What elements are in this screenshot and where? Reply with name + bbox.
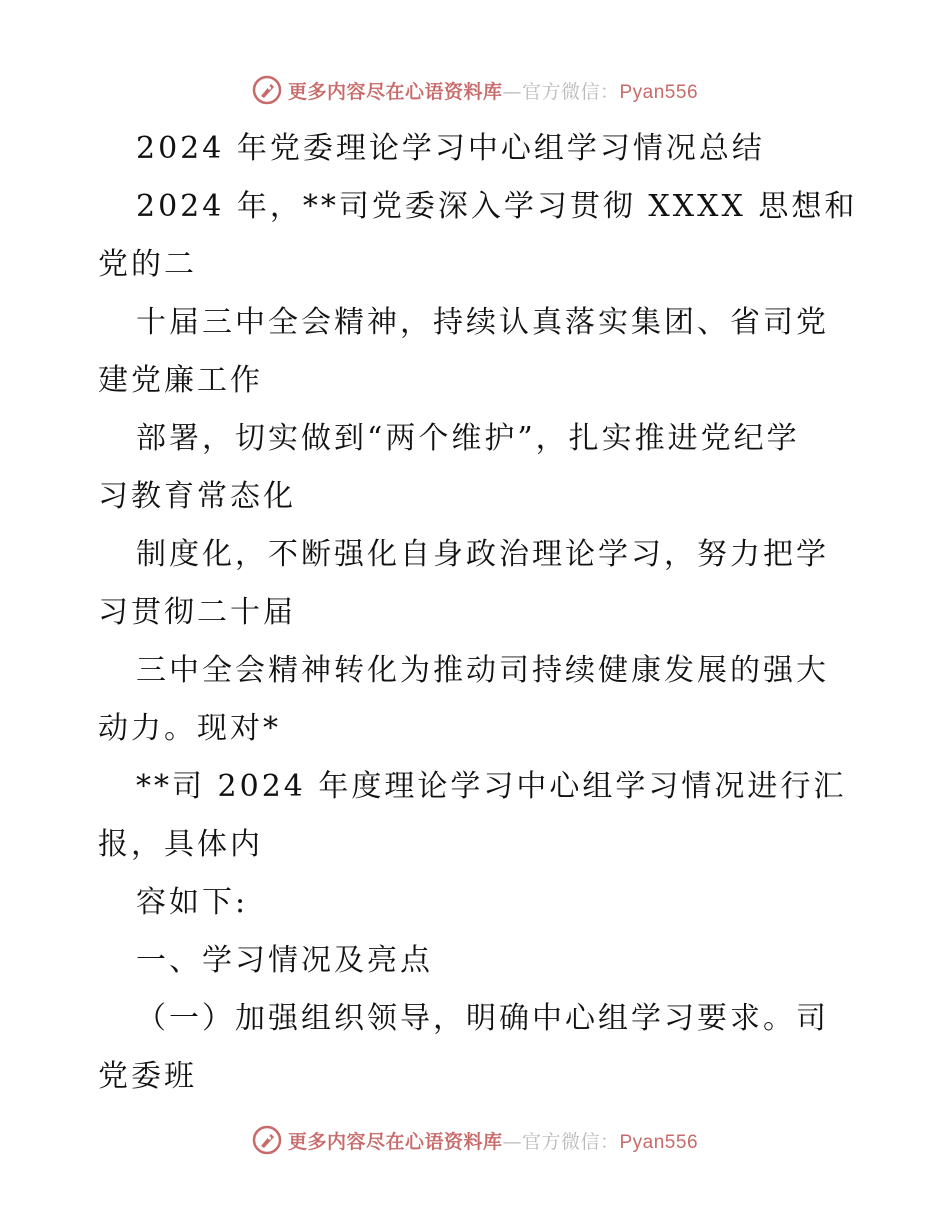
paragraph-line: 2024 年，**司党委深入学习贯彻 XXXX 思想和 [136, 189, 858, 224]
paragraph-line: 习教育常态化 [98, 479, 296, 514]
watermark-banner-top [0, 70, 950, 110]
paragraph-line: 三中全会精神转化为推动司持续健康发展的强大 [136, 653, 829, 688]
subsection-heading: （一）加强组织领导，明确中心组学习要求。司 [136, 1001, 829, 1036]
watermark-brand: 更多内容尽在心语资料库 [287, 1130, 503, 1153]
paragraph-line: 建党廉工作 [98, 363, 263, 398]
document-title: 2024 年党委理论学习中心组学习情况总结 [136, 131, 765, 166]
watermark-text [288, 1127, 698, 1154]
pen-nib-circle-icon [252, 1125, 282, 1155]
section-heading: 一、学习情况及亮点 [136, 943, 433, 978]
paragraph-line: 十届三中全会精神，持续认真落实集团、省司党 [136, 305, 829, 340]
watermark-banner-bottom [0, 1120, 950, 1160]
watermark-wechat-id: Pyan556 [619, 81, 699, 103]
pen-nib-circle-icon [252, 75, 282, 105]
paragraph-line: 部署，切实做到“两个维护”，扎实推进党纪学 [136, 421, 800, 456]
watermark-separator: — [502, 80, 522, 103]
paragraph-line: 动力。现对* [98, 711, 281, 746]
watermark-wechat-id: Pyan556 [619, 1131, 699, 1153]
paragraph-line: 容如下: [136, 885, 249, 920]
watermark-separator: — [502, 1130, 522, 1153]
paragraph-line: **司 2024 年度理论学习中心组学习情况进行汇 [136, 769, 847, 804]
document-body [98, 120, 858, 1106]
paragraph-line: 报，具体内 [98, 827, 263, 862]
paragraph-line: 党委班 [98, 1059, 197, 1094]
paragraph-line: 制度化，不断强化自身政治理论学习，努力把学 [136, 537, 829, 572]
watermark-official-label: 官方微信： [521, 80, 620, 103]
watermark-brand: 更多内容尽在心语资料库 [287, 80, 503, 103]
watermark-official-label: 官方微信： [521, 1130, 620, 1153]
paragraph-line: 党的二 [98, 247, 197, 282]
watermark-text [288, 77, 698, 104]
paragraph-line: 习贯彻二十届 [98, 595, 296, 630]
